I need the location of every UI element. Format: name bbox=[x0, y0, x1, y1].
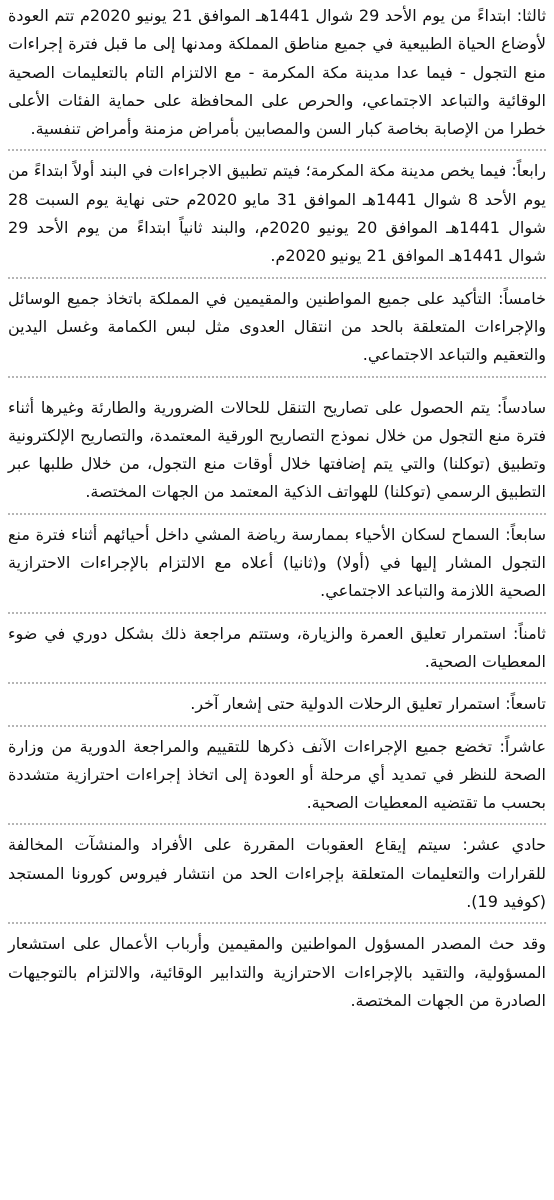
paragraph-lead: سادساً: bbox=[496, 397, 546, 417]
paragraph-third bbox=[8, 2, 546, 151]
paragraph-lead: خامساً: bbox=[498, 288, 546, 308]
paragraph-eighth bbox=[8, 620, 546, 685]
paragraph-text: ابتداءً من يوم الأحد 29 شوال 1441هـ الموافق 21 يونيو 2020م تتم العودة لأوضاع الحياة الطبيعية في جميع مناطق المملكة ومدنها إلى ما قبل فترة إجراءات منع التجول - فيما عدا مدينة مكة المكرمة - مع الالتزام التام بالتعليمات الصحية الوقائية والتباعد الاجتماعي، والحرص على المحافظة على حماية الفئات الأعلى خطرا من الإصابة بخاصة كبار السن والمصابين بأمراض مزمنة وأمراض تنفسية. bbox=[8, 6, 546, 139]
paragraph-closing bbox=[8, 930, 546, 1021]
paragraph-lead: حادي عشر: bbox=[462, 835, 547, 855]
paragraph-text: فيما يخص مدينة مكة المكرمة؛ فيتم تطبيق الاجراءات في البند أولاً ابتداءً من يوم الأحد 8 شوال 1441هـ الموافق 31 مايو 2020م حتى نهاية يوم السبت 28 شوال 1441هـ الموافق 20 يونيو 2020م، والبند ثانياً ابتداءً من يوم الأحد 29 شوال 1441هـ الموافق 21 يونيو 2020م. bbox=[8, 161, 547, 266]
paragraph-tenth bbox=[8, 733, 546, 826]
paragraph-eleventh bbox=[8, 831, 546, 924]
paragraph-text: تخضع جميع الإجراءات الآنف ذكرها للتقييم والمراجعة الدورية من وزارة الصحة للنظر في تمديد أي مرحلة أو العودة إلى اتخاذ إجراءات احترازية متشددة بحسب ما تقتضيه المعطيات الصحية. bbox=[8, 736, 546, 813]
paragraph-text: التأكيد على جميع المواطنين والمقيمين في المملكة باتخاذ جميع الوسائل والإجراءات المتعلقة بالحد من انتقال العدوى مثل لبس الكمامة وغسل اليدين والتعقيم والتباعد الاجتماعي. bbox=[8, 288, 546, 365]
paragraph-ninth bbox=[8, 690, 546, 726]
paragraph-lead: ثامناً: bbox=[513, 623, 546, 643]
paragraph-text: وقد حث المصدر المسؤول المواطنين والمقيمين وأرباب الأعمال على استشعار المسؤولية، والتقيد بالإجراءات الاحترازية والتدابير الوقائية، والالتزام بالتوجيهات الصادرة من الجهات المختصة. bbox=[8, 934, 546, 1010]
paragraph-text: استمرار تعليق العمرة والزيارة، وستتم مراجعة ذلك بشكل دوري في ضوء المعطيات الصحية. bbox=[8, 623, 546, 671]
paragraph-text: سيتم إيقاع العقوبات المقررة على الأفراد والمنشآت المخالفة للقرارات والتعليمات المتعلقة بإجراءات الحد من انتشار فيروس كورونا المستجد (كوفيد 19). bbox=[8, 835, 546, 912]
paragraph-fourth bbox=[8, 157, 546, 278]
paragraph-lead: ثالثا: bbox=[516, 6, 547, 25]
paragraph-sixth bbox=[8, 394, 546, 515]
paragraph-text: السماح لسكان الأحياء بممارسة رياضة المشي داخل أحيائهم أثناء فترة منع التجول المشار إليها في (أولا) و(ثانيا) أعلاه مع الالتزام بالإجراءات الاحترازية الصحية اللازمة والتباعد الاجتماعي. bbox=[8, 524, 546, 601]
paragraph-fifth bbox=[8, 285, 546, 378]
paragraph-lead: تاسعاً: bbox=[505, 694, 546, 714]
paragraph-lead: عاشراً: bbox=[499, 736, 546, 756]
paragraph-seventh bbox=[8, 521, 546, 614]
paragraph-text: يتم الحصول على تصاريح التنقل للحالات الضرورية والطارئة وغيرها أثناء فترة منع التجول من خلال نموذج التصاريح الورقية المعتمدة، والتصاريح الإلكترونية وتطبيق (توكلنا) والتي يتم إضافتها خلال أوقات منع التجول، من خلال طلبها عبر التطبيق الرسمي (توكلنا) للهواتف الذكية المعتمد من الجهات المختصة. bbox=[8, 397, 546, 502]
paragraph-lead: سابعاً: bbox=[505, 524, 546, 544]
paragraph-text: استمرار تعليق الرحلات الدولية حتى إشعار آخر. bbox=[190, 694, 506, 714]
paragraph-lead: رابعاً: bbox=[511, 161, 546, 181]
